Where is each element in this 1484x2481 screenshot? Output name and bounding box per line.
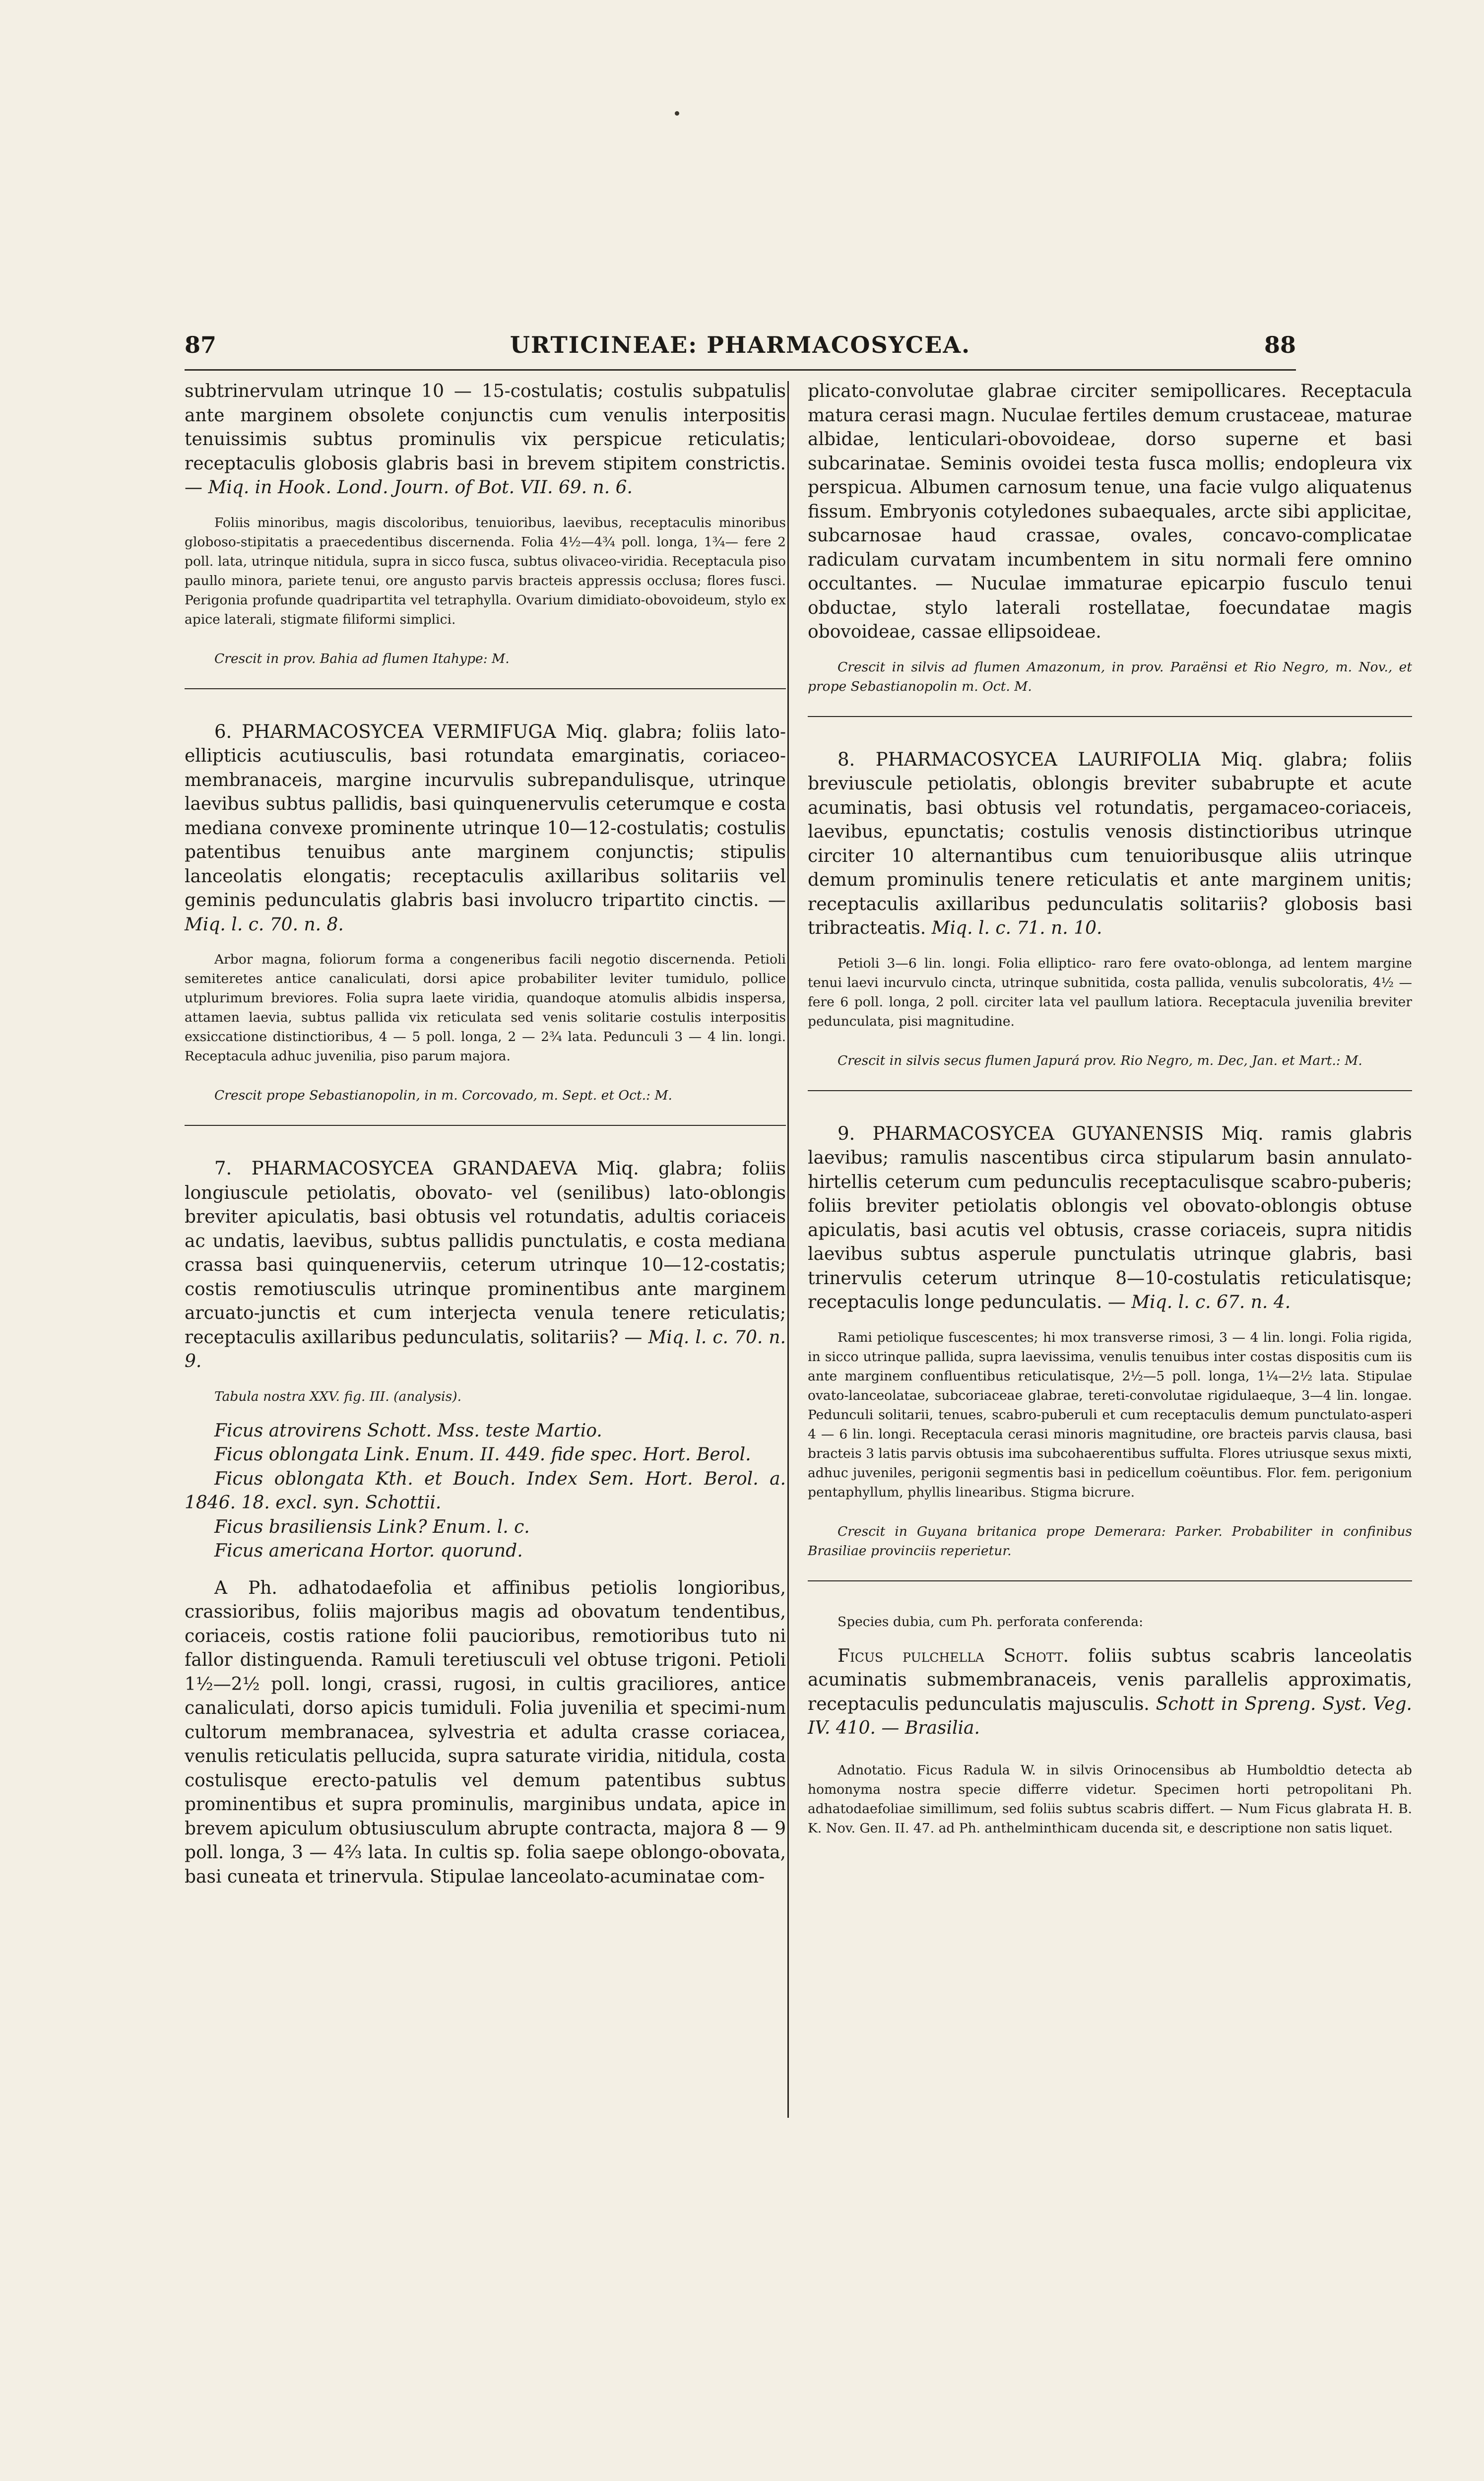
intro-paragraph: [185, 380, 786, 500]
synonym-4: Ficus brasiliensis Link? Enum. l. c.: [214, 1516, 530, 1537]
sp9-text: ramis glabris laevibus; ramulis nascentibus circa stipularum basin annulato-hirtellis ceterum cum pedunculis receptaculisque scabro-puberis; foliis breviter petiolatis oblongis vel obovato-oblongis obtuse apiculatis, basi acutis vel obtusis, crasse coriaceis, supra nitidis laevibus subtus asperule punctulatis utrinque glabris, basi trinervulis ceterum utrinque 8—10-costulatis reticulatisque; receptaculis longe pedunculatis. —: [808, 1123, 1413, 1312]
sp7-discussion: A Ph. adhatodaefolia et affinibus petiolis longioribus, crassioribus, foliis majoribus magis ad obovatum tendentibus, coriaceis, costis ratione folii paucioribus, remotioribus tuto ni fallor distinguenda. Ramuli teretiusculi vel obtuse trigoni. Petioli 1½—2½ poll. longi, crassi, rugosi, in cultis graciliores, antice canaliculati, dorso apicis tumiduli. Folia juvenilia et specimi-num cultorum membranacea, sylvestria et adulta crasse coriacea, venulis reticulatis pellucida, supra saturate viridia, nitidula, costa costulisque erecto-patulis vel demum patentibus subtus prominentibus et supra prominulis, marginibus undata, apice in brevem apiculum obtusiusculum abrupte contracta, majora 8 — 9 poll. longa, 3 — 4⅔ lata. In cultis sp. folia saepe oblongo-obovata, basi cuneata et trinervula. Stipulae lanceolato-acuminatae com-: [185, 1577, 786, 1887]
sp6-reference: Miq. l. c. 70. n. 8.: [185, 914, 344, 935]
sp7-plate: Tabula nostra XXV. fig. III. (analysis).: [214, 1388, 462, 1404]
running-header: [185, 331, 1296, 366]
sp6-description: [185, 720, 786, 937]
dubia-intro: Species dubia, cum Ph. perforata conferenda:: [838, 1614, 1144, 1630]
sp9-heading: 9. PHARMACOSYCEA GUYANENSIS Miq.: [838, 1122, 1264, 1144]
sp7-description: [185, 1157, 786, 1374]
left-column: [185, 380, 786, 1889]
running-title: URTICINEAE: PHARMACOSYCEA.: [510, 331, 971, 358]
sp7-continued: plicato-convolutae glabrae circiter semipollicares. Receptacula matura cerasi magn. Nuculae fertiles demum crustaceae, maturae albidae, lenticulari-obovoideae, dorso superne et basi subcarinatae. Seminis ovoidei testa fusca mollis; endopleura vix perspicua. Albumen carnosum tenue, una facie vulgo aliquatenus fissum. Embryonis cotyledones subaequales, arcte sibi applicitae, subcarnosae haud crassae, ovales, concavo-complicatae radiculam curvatam incumbentem in situ normali fere omnino occultantes. — Nuculae immaturae epicarpio fusculo tenui obductae, stylo laterali rostellatae, foecundatae magis obovoideae, cassae ellipsoideae.: [808, 381, 1412, 642]
dubia-description: [808, 1644, 1412, 1741]
synonym-2: Ficus oblongata Link. Enum. II. 449. fide spec. Hort. Berol.: [214, 1444, 751, 1465]
sp8-habitat: Crescit in silvis secus flumen Japurá prov. Rio Negro, m. Dec, Jan. et Mart.: M.: [838, 1052, 1362, 1068]
column-divider: [787, 381, 789, 2118]
dubia-reference: Schott in Spreng. Syst. Veg. IV. 410. — Brasilia.: [808, 1694, 1412, 1738]
intro-text: subtrinervulam utrinque 10 — 15-costulatis; costulis subpatulis ante marginem obsolete conjunctis cum venulis interpositis tenuissimis subtus prominulis vix perspicue reticulatis; receptaculis globosis glabris basi in brevem stipitem constrictis. —: [185, 381, 786, 498]
page-number-left: 87: [185, 331, 217, 358]
sp6-notes: Arbor magna, foliorum forma a congeneribus facili negotio discernenda. Petioli semiteretes antice canaliculati, dorsi apice probabiliter leviter tumidulo, pollice utplurimum breviores. Folia supra laete viridia, quandoque atomulis albidis inspersa, attamen laevia, subtus pallida vix reticulata sed venis solitarie costulis interpositis exsiccatione distinctioribus, 4 — 5 poll. longa, 2 — 2¾ lata. Pedunculi 3 — 4 lin. longi. Receptacula adhuc juvenilia, piso parum majora.: [185, 952, 786, 1064]
sp6-habitat: Crescit prope Sebastianopolin, in m. Corcovado, m. Sept. et Oct.: M.: [214, 1088, 672, 1103]
sp7-heading: 7. PHARMACOSYCEA GRANDAEVA Miq.: [214, 1158, 639, 1179]
sp8-reference: Miq. l. c. 71. n. 10.: [931, 918, 1102, 938]
right-column: [808, 380, 1412, 1838]
sp5-habitat: Crescit in prov. Bahia ad flumen Itahype: M.: [214, 651, 510, 666]
synonym-3: Ficus oblongata Kth. et Bouch. Index Sem. Hort. Berol. a. 1846. 18. excl. syn. Schottii.: [185, 1468, 786, 1513]
sp6-heading: 6. PHARMACOSYCEA VERMIFUGA Miq.: [214, 720, 608, 742]
synonym-1: Ficus atrovirens Schott. Mss. teste Martio.: [214, 1420, 602, 1441]
dubia-heading: Ficus pulchella Schott.: [838, 1645, 1069, 1666]
sp8-heading: 8. PHARMACOSYCEA LAURIFOLIA Miq.: [838, 748, 1263, 770]
sp6-text: glabra; foliis lato-ellipticis acutiusculis, basi rotundata emarginatis, coriaceo-membranaceis, margine incurvulis subrepandulisque, utrinque laevibus subtus pallidis, basi quinquenervulis ceterumque e costa mediana convexe prominente utrinque 10—12-costulatis; costulis patentibus tenuibus ante marginem conjunctis; stipulis lanceolatis elongatis; receptaculis axillaribus solitariis vel geminis pedunculatis glabris basi involucro tripartito cinctis. —: [185, 721, 786, 911]
ink-dot: [675, 111, 679, 116]
sp9-habitat: Crescit in Guyana britanica prope Demerara: Parker. Probabiliter in confinibus Brasiliae provinciis reperietur.: [808, 1523, 1412, 1559]
sp7-reference: Miq. l. c. 70. n. 9.: [185, 1327, 786, 1371]
sp8-notes: Petioli 3—6 lin. longi. Folia elliptico- raro fere ovato-oblonga, ad lentem margine tenui laevi incurvulo cincta, utrinque subnitida, costa pallida, venulis subcoloratis, 4½ — fere 6 poll. longa, 2 poll. circiter lata vel paullum latiora. Receptacula juvenilia breviter pedunculata, pisi magnitudine.: [808, 955, 1412, 1029]
synonym-5: Ficus americana Hortor. quorund.: [214, 1541, 523, 1561]
sp9-description: [808, 1122, 1412, 1315]
sp8-text: glabra; foliis breviuscule petiolatis, oblongis breviter subabrupte et acute acuminatis, basi obtusis vel rotundatis, pergamaceo-coriaceis, laevibus, epunctatis; costulis venosis distinctioribus utrinque circiter 10 alternantibus cum tenuioribusque aliis utrinque demum prominulis tenere reticulatis et ante marginem unitis; receptaculis axillaribus pedunculatis solitariis? globosis basi tribracteatis.: [808, 749, 1412, 938]
header-rule: [185, 369, 1296, 371]
dubia-text: foliis subtus scabris lanceolatis acuminatis submembranaceis, venis parallelis approximatis, receptaculis pedunculatis majusculis.: [808, 1645, 1412, 1714]
sp9-reference: Miq. l. c. 67. n. 4.: [1131, 1292, 1291, 1312]
sp5-notes: Foliis minoribus, magis discoloribus, tenuioribus, laevibus, receptaculis minoribus globoso-stipitatis a praecedentibus discernenda. Folia 4½—4¾ poll. longa, 1¾— fere 2 poll. lata, utrinque nitidula, supra in sicco fusca, subtus olivaceo-viridia. Receptacula piso paullo minora, pariete tenui, ore angusto parvis bracteis appressis occlusa; flores fusci. Perigonia profunde quadripartita vel tetraphylla. Ovarium dimidiato-obovoideum, stylo ex apice laterali, stigmate filiformi simplici.: [185, 515, 786, 627]
sp9-notes: Rami petiolique fuscescentes; hi mox transverse rimosi, 3 — 4 lin. longi. Folia rigida, in sicco utrinque pallida, supra laevissima, venulis tenuibus inter costas dispositis cum iis ante marginem confluentibus reticulatisque, 2½—5 poll. longa, 1¼—2½ lata. Stipulae ovato-lanceolatae, subcoriaceae glabrae, tereti-convolutae rigidulaeque, 3—4 lin. longae. Pedunculi solitarii, tenues, scabro-puberuli et cum receptaculis demum punctulato-asperi 4 — 6 lin. longi. Receptacula cerasi minoris magnitudine, ore bracteis parvis clausa, basi bracteis 3 latis parvis obtusis ima subcohaerentibus suffulta. Flores utriusque sexus mixti, adhuc juveniles, perigonii segmentis basi in pedicellum coëuntibus. Flor. fem. perigonium pentaphyllum, phyllis linearibus. Stigma bicrure.: [808, 1329, 1412, 1500]
adnotatio: Adnotatio. Ficus Radula W. in silvis Orinocensibus ab Humboldtio detecta ab homonyma nostra specie differre videtur. Specimen horti petropolitani Ph. adhatodaefoliae simillimum, sed foliis subtus scabris differt. — Num Ficus glabrata H. B. K. Nov. Gen. II. 47. ad Ph. anthelminthicam ducenda sit, e descriptione non satis liquet.: [808, 1762, 1412, 1836]
page-number-right: 88: [1264, 331, 1296, 358]
sp7-text: glabra; foliis longiuscule petiolatis, obovato- vel (senilibus) lato-oblongis breviter apiculatis, basi obtusis vel rotundatis, adultis coriaceis ac undatis, laevibus, subtus pallidis punctulatis, e costa mediana crassa basi quinquenerviis, ceterum utrinque 10—12-costatis; costis remotiusculis utrinque prominentibus ante marginem arcuato-junctis et cum interjecta venula tenere reticulatis; receptaculis axillaribus pedunculatis, solitariis? —: [185, 1159, 786, 1348]
sp8-description: [808, 748, 1412, 941]
sp7-habitat: Crescit in silvis ad flumen Amazonum, in prov. Paraënsi et Rio Negro, m. Nov., et prope Sebastianopolin m. Oct. M.: [808, 659, 1412, 694]
intro-reference: Miq. in Hook. Lond. Journ. of Bot. VII. 69. n. 6.: [208, 477, 633, 498]
